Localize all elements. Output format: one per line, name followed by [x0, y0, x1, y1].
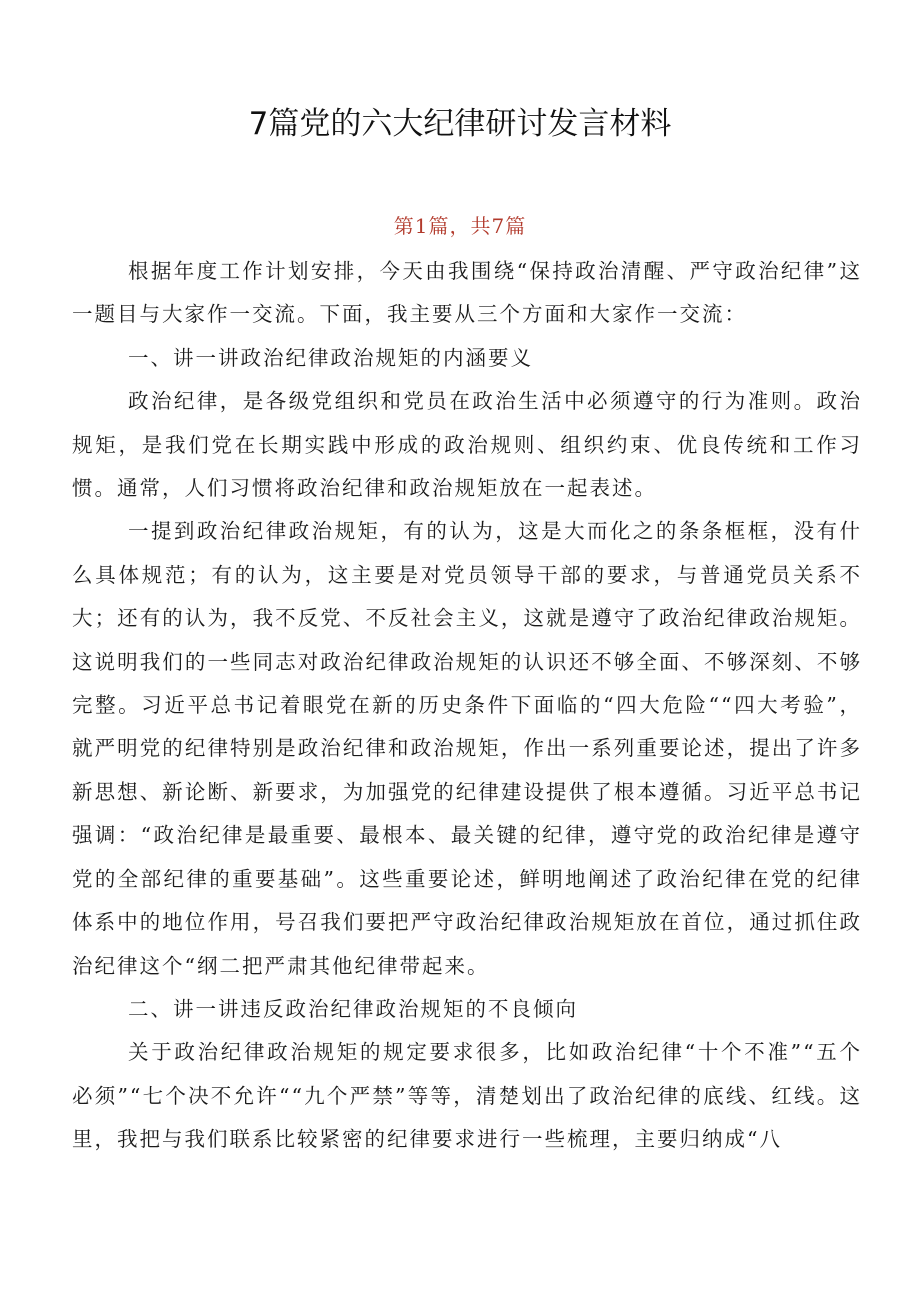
paragraph-intro: 根据年度工作计划安排，今天由我围绕“保持政治清醒、严守政治纪律”这一题目与大家作一交流。下面，我主要从三个方面和大家作一交流： [72, 259, 862, 327]
paragraph-discussion: 一提到政治纪律政治规矩，有的认为，这是大而化之的条条框框，没有什么具体规范；有的认为，这主要是对党员领导干部的要求，与普通党员关系不大；还有的认为，我不反党、不反社会主义，这就是遵守了政治纪律政治规矩。这说明我们的一些同志对政治纪律政治规矩的认识还不够全面、不够深刻、不够完整。习近平总书记着眼党在新的历史条件下面临的“四大危险““四大考验”，就严明党的纪律特别是政治纪律和政治规矩，作出一系列重要论述，提出了许多新思想、新论断、新要求，为加强党的纪律建设提供了根本遵循。习近平总书记强调：“政治纪律是最重要、最根本、最关键的纪律，遵守党的政治纪律是遵守党的全部纪律的重要基础”。这些重要论述，鲜明地阐述了政治纪律在党的纪律体系中的地位作用，号召我们要把严守政治纪律政治规矩放在首位，通过抓住政治纪律这个“纲二把严肃其他纪律带起来。 [72, 519, 862, 978]
document-title: 7篇党的六大纪律研讨发言材料 [248, 106, 672, 142]
document-body [72, 250, 862, 1162]
paragraph-definition: 政治纪律，是各级党组织和党员在政治生活中必须遵守的行为准则。政治规矩，是我们党在长期实践中形成的政治规则、组织约束、优良传统和工作习惯。通常，人们习惯将政治纪律和政治规矩放在一起表述。 [72, 389, 862, 501]
part-header: 第1篇，共7篇 [393, 214, 527, 238]
section-heading-2: 二、讲一讲违反政治纪律政治规矩的不良倾向 [128, 996, 578, 1021]
paragraph-requirements: 关于政治纪律政治规矩的规定要求很多，比如政治纪律“十个不准”“五个必须”“七个决不允许““九个严禁”等等，清楚划出了政治纪律的底线、红线。这里，我把与我们联系比较紧密的纪律要求进行一些梳理，主要归纳成“八 [72, 1040, 862, 1152]
section-heading-1: 一、讲一讲政治纪律政治规矩的内涵要义 [128, 345, 533, 370]
